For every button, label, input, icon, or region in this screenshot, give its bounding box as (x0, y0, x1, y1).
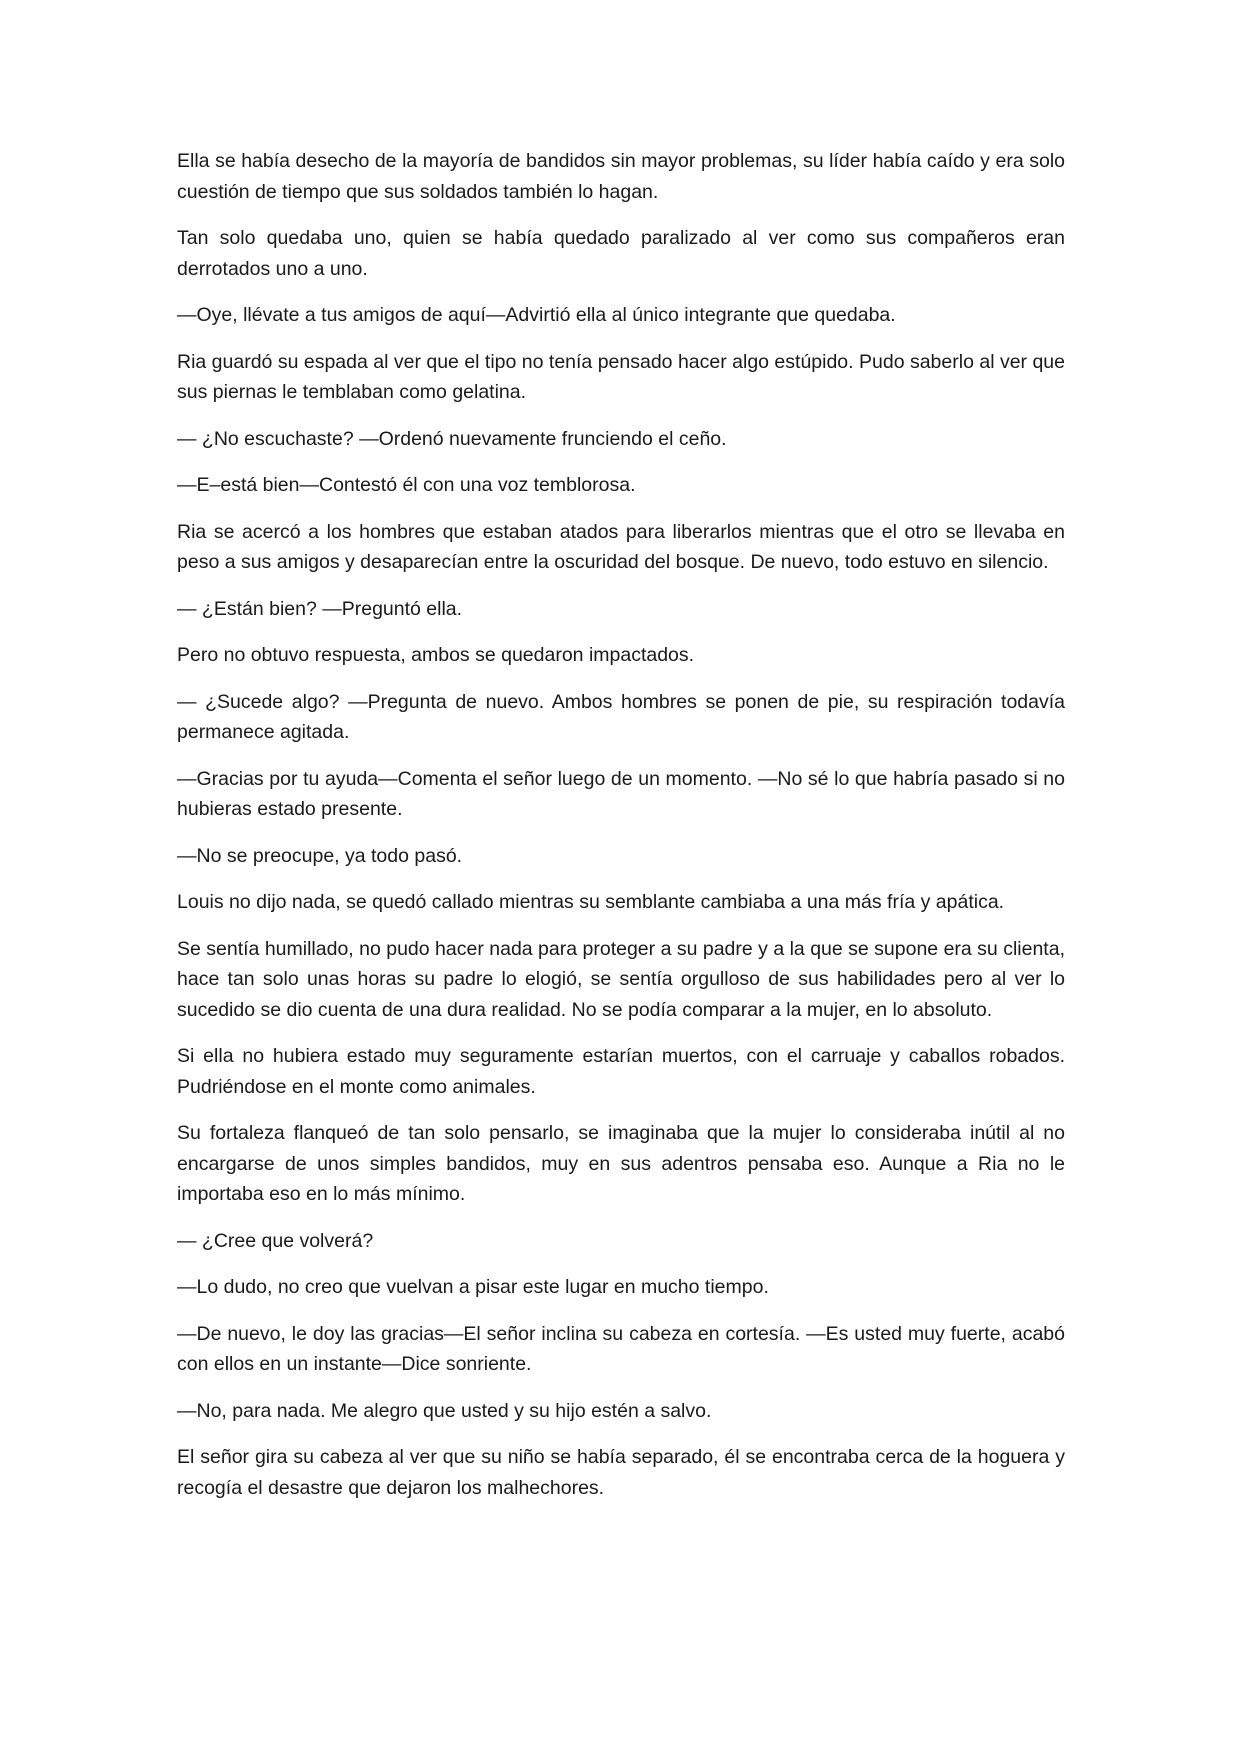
paragraph-15: Si ella no hubiera estado muy seguramente estarían muertos, con el carruaje y caballos robados. Pudriéndose en el monte como animales. (177, 1045, 1065, 1098)
paragraph-19: —De nuevo, le doy las gracias—El señor inclina su cabeza en cortesía. —Es usted muy fuerte, acabó con ellos en un instante—Dice sonriente. (177, 1322, 1065, 1375)
paragraph-17: — ¿Cree que volverá? (177, 1229, 374, 1252)
paragraph-1: Ella se había desecho de la mayoría de bandidos sin mayor problemas, su líder había caído y era solo cuestión de tiempo que sus soldados también lo hagan. (177, 150, 1065, 203)
paragraph-13: Louis no dijo nada, se quedó callado mientras su semblante cambiaba a una más fría y apática. (177, 891, 1005, 913)
paragraph-4: Ria guardó su espada al ver que el tipo no tenía pensado hacer algo estúpido. Pudo saberlo al ver que sus piernas le temblaban como gelatina. (177, 350, 1065, 403)
paragraph-9: Pero no obtuvo respuesta, ambos se quedaron impactados. (177, 644, 695, 666)
paragraph-16: Su fortaleza flanqueó de tan solo pensarlo, se imaginaba que la mujer lo consideraba inútil al no encargarse de unos simples bandidos, muy en sus adentros pensaba eso. Aunque a Ria no le importaba eso en lo más mínimo. (177, 1122, 1065, 1205)
paragraph-3: —Oye, llévate a tus amigos de aquí—Advirtió ella al único integrante que quedaba. (177, 304, 896, 326)
paragraph-7: Ria se acercó a los hombres que estaban atados para liberarlos mientras que el otro se llevaba en peso a sus amigos y desaparecían entre la oscuridad del bosque. De nuevo, todo estuvo en silencio. (177, 520, 1065, 573)
paragraph-5: — ¿No escuchaste? —Ordenó nuevamente frunciendo el ceño. (177, 427, 727, 450)
paragraph-18: —Lo dudo, no creo que vuelvan a pisar este lugar en mucho tiempo. (177, 1276, 769, 1298)
document-page (177, 146, 1065, 1519)
paragraph-14: Se sentía humillado, no pudo hacer nada para proteger a su padre y a la que se supone era su clienta, hace tan solo unas horas su padre lo elogió, se sentía orgulloso de sus habilidades pero al ver lo sucedido se dio cuenta de una dura realidad. No se podía comparar a la mujer, en lo absoluto. (177, 937, 1065, 1021)
paragraph-21: El señor gira su cabeza al ver que su niño se había separado, él se encontraba cerca de la hoguera y recogía el desastre que dejaron los malhechores. (177, 1446, 1065, 1499)
paragraph-20: —No, para nada. Me alegro que usted y su hijo estén a salvo. (177, 1399, 712, 1422)
paragraph-8: — ¿Están bien? —Preguntó ella. (177, 597, 463, 620)
paragraph-12: —No se preocupe, ya todo pasó. (177, 844, 463, 867)
paragraph-10: — ¿Sucede algo? —Pregunta de nuevo. Ambos hombres se ponen de pie, su respiración todavía permanece agitada. (177, 690, 1065, 743)
paragraph-2: Tan solo quedaba uno, quien se había quedado paralizado al ver como sus compañeros eran derrotados uno a uno. (177, 227, 1065, 280)
paragraph-6: —E–está bien—Contestó él con una voz temblorosa. (177, 474, 636, 496)
paragraph-11: —Gracias por tu ayuda—Comenta el señor luego de un momento. —No sé lo que habría pasado si no hubieras estado presente. (177, 767, 1065, 820)
